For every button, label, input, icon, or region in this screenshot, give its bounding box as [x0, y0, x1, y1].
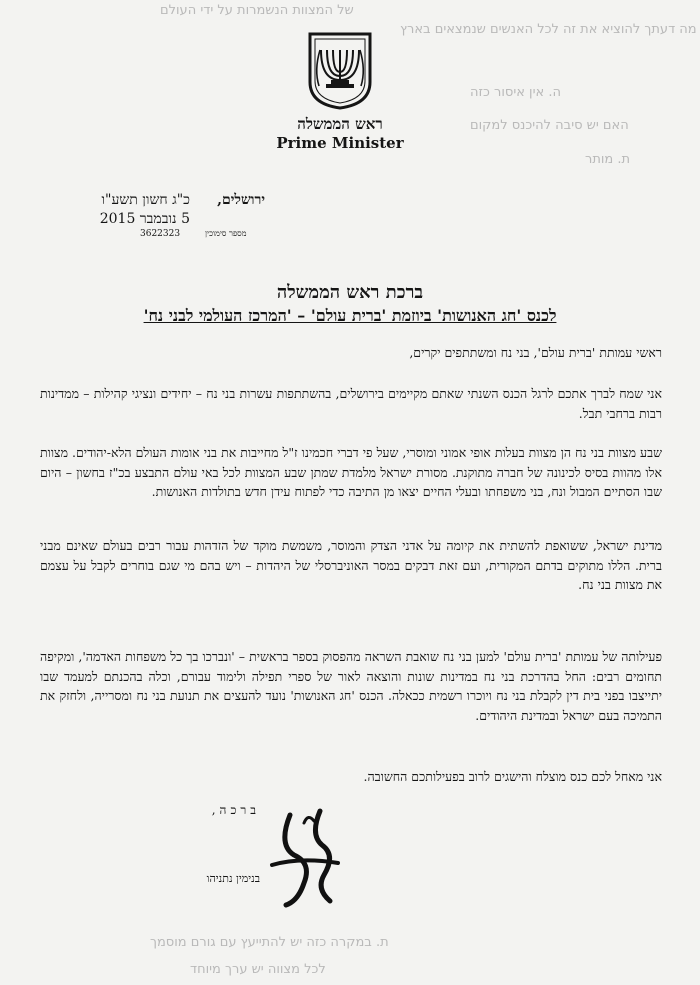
bleed-through-line: מה דעתך להוציא את זה לכל האנשים שנמצאים בארץ: [400, 22, 697, 37]
body-paragraph: פעילותה של עמותת 'ברית עולם' למען בני נח שואבת השראה מהפסוק בספר בראשית – 'ונברכו בך כל משפחות האדמה', ומקיפה תחומים רבים: החל בהדרכת בני נח במדינות שונות והוצאה לאור של ספרי תפילה ולימוד עבורם, וכלה בהכנתם למעמד שבו יתייצבו בפני בית דין לקבלת בני נח ויוכרו רשמית ככאלה. הכנס 'חג האנושות' נועד להעצים את תנועת בני נח ומסרייה, ולחזק את התמיכה בעם ישראל ובמדינת היהודים.: [40, 649, 662, 723]
letter-city: ירושלים,: [217, 192, 265, 208]
office-title-english: Prime Minister: [276, 134, 404, 152]
body-paragraph: מדינת ישראל, ששואפת להשתית את קיומה על אדני הצדק והמוסר, משמשת מוקד של הזדהות עבור רבים בעולם שאינם מבני ברית. הללו מתוקים בדתם המקורית, ועם זאת דבקים במסר האוניברסלי של היהדות – ויש בהם מי שגם בוחרים לקבל על עצמם את מצוות בני נח.: [40, 538, 662, 592]
bleed-through-line: ה. אין איסור כזה: [470, 85, 561, 100]
signer-name: בנימין נתניהו: [206, 872, 260, 885]
closing-paragraph: אני מאחל לכם כנס מוצלח והישגים לרוב בפעילותכם החשובה.: [363, 769, 662, 784]
handwritten-signature: [250, 805, 360, 910]
date-hebrew: כ"ג חשון תשע"ו: [101, 192, 190, 208]
bleed-through-line: של המצוות הנשמרות על ידי העולם: [160, 3, 354, 18]
state-emblem-icon: [304, 30, 376, 110]
body-paragraph: אני שמח לברך אתכם לרגל הכנס השנתי שאתם מקיימים בירושלים, בהשתתפות עשרות בני נח – יחידים ונציגי קהילות – ממדינות רבות ברחבי תבל.: [40, 386, 662, 421]
date-gregorian: 5 נובמבר 2015: [99, 211, 190, 227]
body-paragraph: שבע מצוות בני נח הן מצוות בעלות אופי אמוני ומוסרי, שעל פי דברי חכמינו ז"ל מחייבות את בני אומות העולם הלא-יהודים. מצוות אלו מהוות בסיס לכינונה של חברה מתוקנת. מסורת ישראל מלמדת שמתן שבע המצוות לכל באי עולם התבצע בכ"ז בחשון – היום שבו הסתיים המבול ונח, בני משפחתו ובעלי החיים יצאו מן התיבה כדי לפתוח עידן חדש בתולדות האנושות.: [40, 445, 662, 499]
bleed-through-line: ת. מותר: [585, 152, 631, 167]
bleed-through-line: האם יש סיבה להיכנס למקום: [470, 118, 629, 133]
closing-blessing: ברכה,: [211, 803, 260, 817]
reference-label: מספר סימוכין: [205, 229, 247, 238]
letter-subtitle: לכנס 'חג האנושות' ביוזמת 'ברית עולם' – 'המרכז העולמי לבני נח': [143, 306, 557, 325]
letter-title: ברכת ראש הממשלה: [276, 282, 424, 303]
reference-number: 3622323: [140, 229, 181, 239]
office-title-hebrew: ראש הממשלה: [297, 115, 383, 133]
bleed-through-line: לכל מצווה יש ערך מיוחד: [190, 962, 326, 977]
greeting-paragraph: ראשי עמותת 'ברית עולם', בני נח ומשתתפים יקרים,: [409, 345, 662, 360]
bleed-through-line: ת. במקרה כזה יש להתייעץ עם גורם מוסמך: [150, 935, 389, 950]
